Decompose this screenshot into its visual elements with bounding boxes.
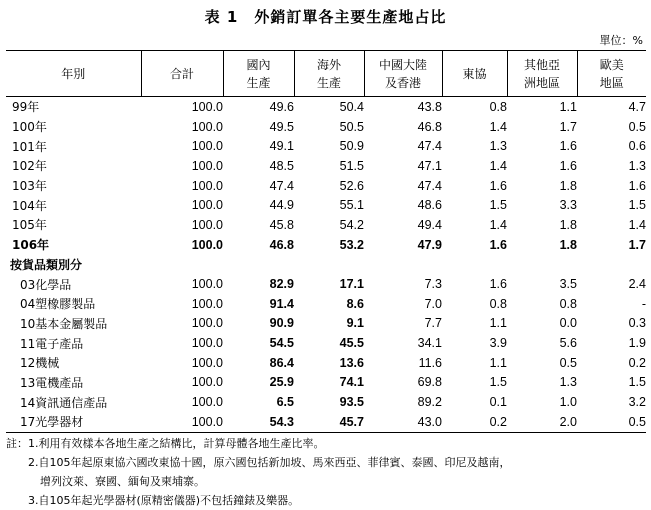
header-asean: 東協 xyxy=(442,51,507,97)
cell-other-asia: 1.8 xyxy=(559,237,577,252)
cell-eu-us: 2.4 xyxy=(628,277,646,292)
cell-china: 49.4 xyxy=(417,217,442,232)
cell-china: 47.9 xyxy=(417,237,442,252)
cell-eu-us: 1.6 xyxy=(628,178,646,193)
cell-total: 100.0 xyxy=(191,119,223,134)
header-domestic: 國內 生產 xyxy=(223,51,294,97)
cell-overseas: 50.5 xyxy=(339,119,364,134)
cell-total: 100.0 xyxy=(191,198,223,213)
cell-china: 69.8 xyxy=(417,375,442,390)
cell-eu-us: 0.5 xyxy=(628,119,646,134)
cell-eu-us: 1.5 xyxy=(628,198,646,213)
category-row xyxy=(6,373,646,393)
cell-overseas: 50.4 xyxy=(339,99,364,114)
cell-domestic: 45.8 xyxy=(269,217,294,232)
row-label: 106年 xyxy=(12,238,50,253)
cell-total: 100.0 xyxy=(191,178,223,193)
cell-other-asia: 2.0 xyxy=(507,412,577,432)
cell-asean: 0.8 xyxy=(489,99,507,114)
cell-total: 100.0 xyxy=(191,237,223,252)
cell-total: 100.0 xyxy=(191,395,223,410)
footnote-3: 3.自105年起光學器材(原精密儀器)不包括鐘錶及樂器。 xyxy=(28,494,300,507)
row-label: 12機械 xyxy=(20,356,60,371)
row-label: 101年 xyxy=(12,139,47,154)
cell-asean: 0.8 xyxy=(489,296,507,311)
cell-overseas: 17.1 xyxy=(339,277,364,292)
cell-domestic: 82.9 xyxy=(269,277,294,292)
cell-overseas: 52.6 xyxy=(339,178,364,193)
cell-total: 100.0 xyxy=(191,296,223,311)
row-label: 103年 xyxy=(12,179,47,194)
cell-overseas: 93.5 xyxy=(339,395,364,410)
cell-total: 100.0 xyxy=(191,375,223,390)
cell-eu-us: 1.5 xyxy=(628,375,646,390)
cell-other-asia: 0.5 xyxy=(559,355,577,370)
cell-china: 7.0 xyxy=(424,296,442,311)
cell-overseas: 51.5 xyxy=(339,158,364,173)
year-row xyxy=(6,117,646,137)
cell-china: 7.7 xyxy=(424,316,442,331)
footnotes xyxy=(6,434,646,510)
header-row xyxy=(6,51,646,97)
cell-asean: 1.3 xyxy=(489,139,507,154)
cell-asean: 3.9 xyxy=(489,336,507,351)
category-row xyxy=(6,412,646,432)
row-label: 14資訊通信產品 xyxy=(20,395,108,410)
cell-other-asia: 1.8 xyxy=(559,217,577,232)
cell-asean: 1.4 xyxy=(489,158,507,173)
row-label: 102年 xyxy=(12,159,47,174)
cell-asean: 0.1 xyxy=(489,395,507,410)
cell-total: 100.0 xyxy=(191,355,223,370)
header-china-hk: 中國大陸 及香港 xyxy=(364,51,442,97)
footnote-2: 2.自105年起原東協六國改東協十國，原六國包括新加坡、馬來西亞、菲律賓、泰國、印尼及越南， xyxy=(28,456,511,469)
cell-asean: 1.4 xyxy=(489,119,507,134)
cell-domestic: 47.4 xyxy=(269,178,294,193)
cell-total: 100.0 xyxy=(191,336,223,351)
row-label: 11電子產品 xyxy=(20,336,84,351)
cell-eu-us: 0.6 xyxy=(628,139,646,154)
cell-other-asia: 3.3 xyxy=(559,198,577,213)
year-row xyxy=(6,176,646,196)
cell-eu-us: 0.2 xyxy=(628,355,646,370)
cell-overseas: 45.5 xyxy=(339,336,364,351)
cell-china: 47.4 xyxy=(417,139,442,154)
cell-china: 34.1 xyxy=(417,336,442,351)
category-row xyxy=(6,392,646,412)
cell-other-asia: 1.8 xyxy=(559,178,577,193)
cell-other-asia: 0.0 xyxy=(559,316,577,331)
cell-overseas: 9.1 xyxy=(346,316,364,331)
cell-other-asia: 1.6 xyxy=(559,139,577,154)
cell-asean: 1.5 xyxy=(489,198,507,213)
cell-overseas: 50.9 xyxy=(339,139,364,154)
cell-overseas: 8.6 xyxy=(346,296,364,311)
cell-asean: 1.4 xyxy=(489,217,507,232)
year-row xyxy=(6,156,646,176)
year-row xyxy=(6,97,646,117)
cell-overseas: 74.1 xyxy=(339,375,364,390)
cell-china: 47.4 xyxy=(417,178,442,193)
cell-domestic: 25.9 xyxy=(269,375,294,390)
cell-asean: 1.6 xyxy=(489,277,507,292)
cell-other-asia: 1.1 xyxy=(559,99,577,114)
cell-eu-us: 4.7 xyxy=(628,99,646,114)
cell-total: 100.0 xyxy=(191,158,223,173)
category-heading: 按貨品類別分 xyxy=(10,257,83,272)
header-year: 年別 xyxy=(6,51,141,97)
year-row xyxy=(6,215,646,235)
cell-eu-us: 0.3 xyxy=(628,316,646,331)
cell-domestic: 54.3 xyxy=(223,412,294,432)
cell-china: 47.1 xyxy=(417,158,442,173)
cell-asean: 1.6 xyxy=(489,178,507,193)
cell-eu-us: 1.3 xyxy=(628,158,646,173)
cell-asean: 1.1 xyxy=(489,316,507,331)
cell-overseas: 55.1 xyxy=(339,198,364,213)
cell-china: 46.8 xyxy=(417,119,442,134)
cell-asean: 1.6 xyxy=(489,237,507,252)
cell-overseas: 13.6 xyxy=(339,355,364,370)
year-row xyxy=(6,235,646,255)
row-label: 10基本金屬製品 xyxy=(20,316,108,331)
category-row xyxy=(6,333,646,353)
table-title: 表 1 外銷訂單各主要生產地占比 xyxy=(204,8,447,26)
production-share-table xyxy=(6,50,646,433)
row-label: 03化學品 xyxy=(20,277,72,292)
cell-eu-us: 1.4 xyxy=(628,217,646,232)
row-label: 04塑橡膠製品 xyxy=(20,297,96,312)
cell-china: 43.0 xyxy=(364,412,442,432)
category-row xyxy=(6,353,646,373)
category-heading-row xyxy=(6,255,646,275)
row-label: 104年 xyxy=(12,198,47,213)
header-europe-us: 歐美 地區 xyxy=(577,51,646,97)
row-label: 17光學器材 xyxy=(6,412,141,432)
cell-total: 100.0 xyxy=(191,277,223,292)
cell-asean: 1.5 xyxy=(489,375,507,390)
cell-domestic: 46.8 xyxy=(269,237,294,252)
cell-china: 7.3 xyxy=(424,277,442,292)
category-row xyxy=(6,294,646,314)
cell-other-asia: 1.0 xyxy=(559,395,577,410)
cell-domestic: 91.4 xyxy=(269,296,294,311)
cell-domestic: 48.5 xyxy=(269,158,294,173)
category-row xyxy=(6,314,646,334)
cell-asean: 1.1 xyxy=(489,355,507,370)
cell-other-asia: 1.7 xyxy=(559,119,577,134)
cell-china: 43.8 xyxy=(417,99,442,114)
header-overseas: 海外 生產 xyxy=(294,51,364,97)
cell-eu-us: 1.7 xyxy=(628,237,646,252)
footnote-1: 註：1.利用有效樣本各地生產之結構比，計算母體各地生產比率。 xyxy=(6,437,325,450)
cell-total: 100.0 xyxy=(191,316,223,331)
cell-eu-us: 0.5 xyxy=(577,412,646,432)
row-label: 99年 xyxy=(12,100,40,115)
cell-china: 11.6 xyxy=(418,355,442,370)
row-label: 13電機產品 xyxy=(20,375,84,390)
cell-overseas: 45.7 xyxy=(294,412,364,432)
row-label: 105年 xyxy=(12,218,47,233)
cell-total: 100.0 xyxy=(191,139,223,154)
cell-domestic: 6.5 xyxy=(276,395,294,410)
cell-domestic: 49.1 xyxy=(269,139,294,154)
cell-asean: 0.2 xyxy=(442,412,507,432)
cell-domestic: 86.4 xyxy=(269,355,294,370)
cell-domestic: 49.6 xyxy=(269,99,294,114)
year-row xyxy=(6,136,646,156)
header-total: 合計 xyxy=(141,51,223,97)
header-other-asia: 其他亞 洲地區 xyxy=(507,51,577,97)
cell-eu-us: - xyxy=(641,296,646,311)
cell-total: 100.0 xyxy=(141,412,223,432)
year-row xyxy=(6,195,646,215)
row-label: 100年 xyxy=(12,120,47,135)
unit-label: 單位：% xyxy=(599,34,643,47)
cell-domestic: 49.5 xyxy=(269,119,294,134)
cell-china: 89.2 xyxy=(417,395,442,410)
cell-eu-us: 1.9 xyxy=(628,336,646,351)
cell-other-asia: 3.5 xyxy=(559,277,577,292)
cell-eu-us: 3.2 xyxy=(628,395,646,410)
cell-overseas: 54.2 xyxy=(339,217,364,232)
cell-other-asia: 1.6 xyxy=(559,158,577,173)
cell-domestic: 54.5 xyxy=(269,336,294,351)
cell-domestic: 90.9 xyxy=(269,316,294,331)
cell-other-asia: 5.6 xyxy=(559,336,577,351)
footnote-2-continued: 增列汶萊、寮國、緬甸及柬埔寨。 xyxy=(40,475,205,488)
cell-other-asia: 1.3 xyxy=(559,375,577,390)
cell-other-asia: 0.8 xyxy=(559,296,577,311)
cell-total: 100.0 xyxy=(191,217,223,232)
cell-china: 48.6 xyxy=(417,198,442,213)
cell-overseas: 53.2 xyxy=(339,237,364,252)
cell-total: 100.0 xyxy=(191,99,223,114)
category-row xyxy=(6,274,646,294)
cell-domestic: 44.9 xyxy=(269,198,294,213)
